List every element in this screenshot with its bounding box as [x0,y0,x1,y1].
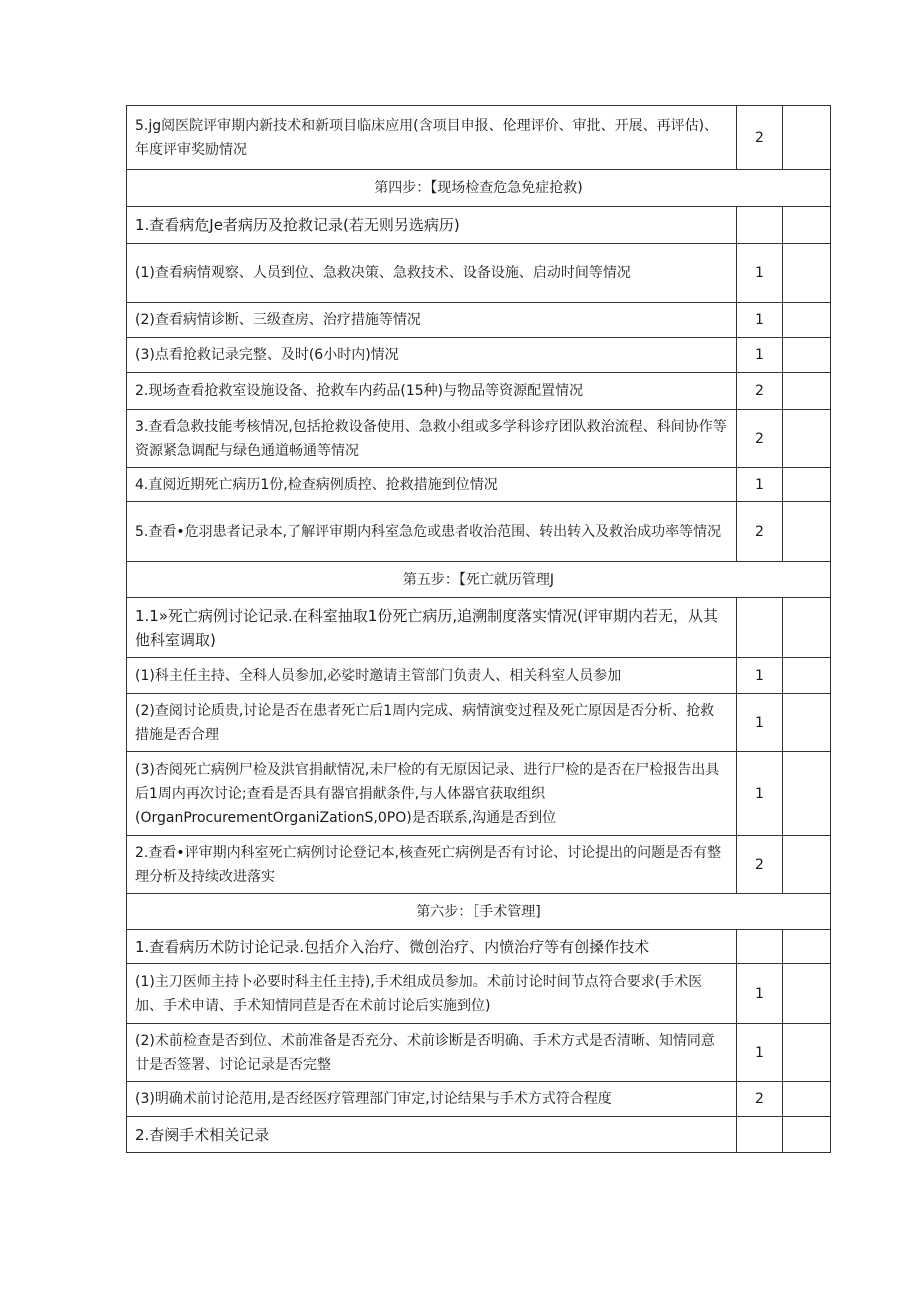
check-category: 2.杳阕手术相关记录 [127,1117,737,1153]
result-cell [783,658,831,694]
check-item: (2)查看病情诊断、三级查房、治疗措施等情况 [127,303,737,338]
result-cell [783,1024,831,1082]
check-item: (1)科主任主持、全科人员参加,必娑时邀请主管部门负责人、相关科室人员参加 [127,658,737,694]
check-item: 2.现场查看抢救室设施设备、抢救车内药品(15种)与物品等资源配置情况 [127,373,737,410]
score-cell: 1 [737,338,783,373]
table-row [127,694,831,752]
score-cell [737,1117,783,1153]
score-cell: 1 [737,752,783,836]
result-cell [783,244,831,303]
check-item: (3)点看抢救记录完整、及时(6小时内)情况 [127,338,737,373]
table-row [127,303,831,338]
table-row [127,106,831,170]
score-cell [737,207,783,244]
check-item: 4.直阅近期死亡病历1份,检查病例质控、抢救措施到位情况 [127,468,737,502]
score-cell: 2 [737,373,783,410]
table-row [127,468,831,502]
check-category: 1.1»死亡病例讨论记录.在科室抽取1份死亡病历,追溯制度落实情况(评审期内若无，从其他科室调取) [127,598,737,658]
table-row [127,244,831,303]
check-item: 2.查看•评审期内科室死亡病例讨论登记本,核查死亡病例是否有讨论、讨论提出的问题是否有整理分析及持续改进落实 [127,836,737,894]
table-row [127,752,831,836]
table-row [127,1117,831,1153]
score-cell [737,598,783,658]
step-title: 第六步：［手术管理] [127,894,831,930]
check-category: 1.查看病危Je者病历及抢救记录(若无则另选病历) [127,207,737,244]
result-cell [783,1082,831,1117]
check-item: (1)查看病情观察、人员到位、急救决策、急救技术、设备设施、启动时间等情况 [127,244,737,303]
result-cell [783,930,831,964]
score-cell: 2 [737,106,783,170]
check-item: 3.查看急救技能考核情况,包括抢救设备使用、急救小组或多学科诊疗团队救治流程、科间协作等资源紧急调配与绿色通道畅通等情况 [127,410,737,468]
score-cell: 1 [737,658,783,694]
check-category: 1.查看病历术防讨论记录.包括介入治疗、微创治疗、内愤治疗等有创搡作技术 [127,930,737,964]
table-row [127,338,831,373]
step-header-row [127,894,831,930]
result-cell [783,338,831,373]
score-cell: 1 [737,244,783,303]
score-cell: 2 [737,1082,783,1117]
step-header-row [127,562,831,598]
score-cell: 2 [737,410,783,468]
table-row [127,502,831,562]
step-title: 第四步：【现场检查危急免症抢救) [127,170,831,207]
check-item: (3)明确术前讨论范用,是否经医疗管理部门审定,讨论结果与手术方式符合程度 [127,1082,737,1117]
score-cell: 1 [737,694,783,752]
table-body [127,106,831,1153]
score-cell: 1 [737,468,783,502]
score-cell [737,930,783,964]
result-cell [783,468,831,502]
step-header-row [127,170,831,207]
check-item: 5.jg阅医院评审期内新技术和新项目临床应用(含项目申报、伦理评价、审批、开展、再评估)、年度评审奖励情况 [127,106,737,170]
score-cell: 1 [737,303,783,338]
result-cell [783,303,831,338]
check-item: (1)主刀医师主持卜必要时科主任主持),手术组成员参加。术前讨论时间节点符合要求(手术医加、手术申请、手术知情同苣是否在术前讨论后实施到位) [127,964,737,1024]
table-row [127,207,831,244]
check-item: 5.查看•危羽患者记录本,了解评审期内科室急危或患者收治范围、转出转入及救治成功率等情况 [127,502,737,562]
result-cell [783,373,831,410]
table-row [127,930,831,964]
score-cell: 2 [737,502,783,562]
result-cell [783,502,831,562]
table-row [127,658,831,694]
table-row [127,373,831,410]
table-row [127,410,831,468]
result-cell [783,106,831,170]
table-row [127,964,831,1024]
table-row [127,1024,831,1082]
score-cell: 2 [737,836,783,894]
table-row [127,1082,831,1117]
table-row [127,836,831,894]
result-cell [783,694,831,752]
result-cell [783,207,831,244]
score-cell: 1 [737,1024,783,1082]
result-cell [783,598,831,658]
result-cell [783,752,831,836]
result-cell [783,410,831,468]
check-item: (2)查阅讨论质贵,讨论是否在患者死亡后1周内完成、病情演变过程及死亡原因是否分析、抢救措施是否合理 [127,694,737,752]
result-cell [783,964,831,1024]
score-cell: 1 [737,964,783,1024]
table-row [127,598,831,658]
check-item: (2)术前检查是否到位、术前准备是否充分、术前诊断是否明确、手术方式是否清晰、知情同意廿是否签署、讨论记录是否完整 [127,1024,737,1082]
check-item: (3)杏阅死亡病例尸检及洪官捐献情况,未尸检的有无原因记录、进行尸检的是否在尸检报告出具后1周内再次讨论;查看是否具有器官捐献条件,与人体器官获取组织(OrganProcurementOrganiZationS,0PO)是否联系,沟通是否到位 [127,752,737,836]
result-cell [783,836,831,894]
step-title: 第五步：【死亡就历管理J [127,562,831,598]
review-checklist-table [126,105,831,1153]
result-cell [783,1117,831,1153]
